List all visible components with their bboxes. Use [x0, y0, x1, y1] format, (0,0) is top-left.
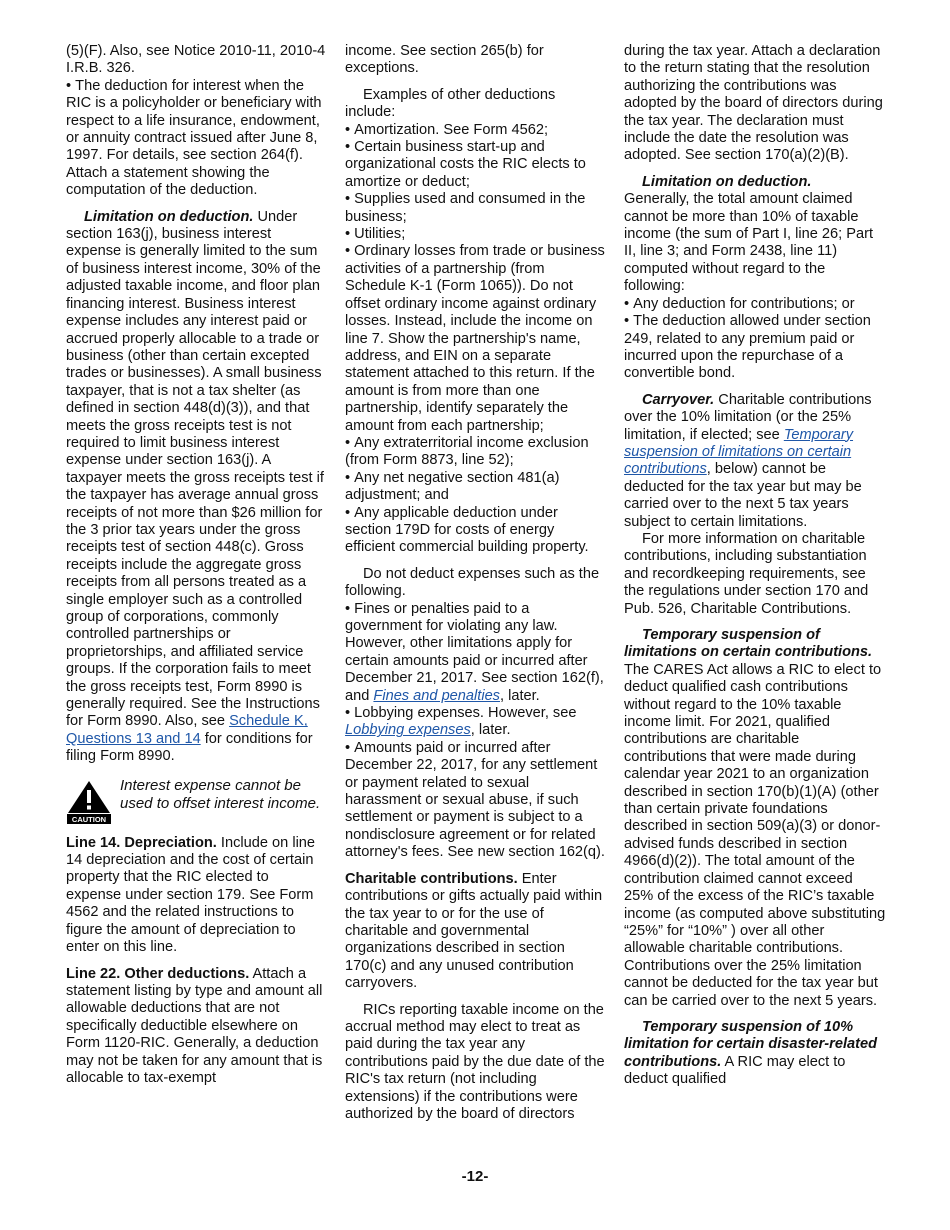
bullet-item: • Utilities; [345, 226, 607, 243]
bullet-item: • Any applicable deduction under section 179D for costs of energy efficient commercial building property. [345, 505, 607, 557]
text: Enter contributions or gifts actually paid within the tax year to or for the use of charitable and governmental organizations described in section 170(c) and any unused contribution carryovers. [345, 870, 603, 992]
text: A RIC may elect to deduct qualified [624, 1053, 846, 1088]
text: Lobbying expenses. However, see [354, 705, 577, 722]
bullet-item [345, 705, 607, 740]
paragraph [66, 966, 328, 1088]
heading-line-14: Line 14. Depreciation. [66, 834, 217, 851]
paragraph [66, 835, 328, 957]
bullet-item: • Any deduction for contributions; or [624, 296, 886, 313]
paragraph: during the tax year. Attach a declaration to the return stating that the resolution authorizing the contributions was adopted by the board of directors during the tax year. The declaration must include the date the resolution was adopted. See section 170(a)(2)(B). [624, 43, 883, 164]
bullet-item: • The deduction allowed under section 249, related to any premium paid or incurred upon the repurchase of a convertible bond. [624, 313, 886, 383]
heading-charitable-contributions: Charitable contributions. [345, 870, 518, 887]
bullet-item: • Amortization. See Form 4562; [345, 122, 607, 139]
column-1 [66, 43, 328, 1087]
paragraph: For more information on charitable contributions, including substantiation and recordkeeping requirements, see the regulations under section 170 and Pub. 526, Charitable Contributions. [624, 530, 869, 617]
heading-temporary-suspension-10: Temporary suspension of 10% limitation for certain disaster-related contributions. [624, 1018, 878, 1070]
text: , below) cannot be deducted for the tax year but may be carried over to the next 5 tax years subject to certain limitations. [624, 461, 862, 530]
heading-line-22: Line 22. Other deductions. [66, 965, 250, 982]
paragraph [624, 1019, 886, 1089]
bullet-item: • The deduction for interest when the RIC is a policyholder or beneficiary with respect to a life insurance, endowment, or annuity contract issued after June 8, 1997. For details, see section 264(f). Attach a statement showing the computation of the deduction. [66, 78, 328, 200]
heading-temporary-suspension: Temporary suspension of limitations on certain contributions. [624, 627, 873, 661]
bullet-item [345, 601, 607, 705]
text: Under section 163(j), business interest expense is generally limited to the sum of business interest income, 30% of the adjusted taxable income, and floor plan financing interest. Business interest expense includes any interest paid or accrued properly allocable to a trade or business (other than certain excepted trades or businesses). A small business taxpayer, that is not a tax shelter (as defined in section 448(d)(3)), and that meets the gross receipts test is not required to limit business interest expense under section 163(j). A taxpayer meets the gross receipts test if the taxpayer has average annual gross receipts of not more than $26 million for the 3 prior tax years under the gross receipts test of section 448(c). Gross receipts include the aggregate gross receipts from all persons treated as a single employer such as a controlled group of corporations, commonly controlled partnerships or proprietorships, and affiliated service groups. If the corporation fails to meet the gross receipts test, Form 8990 is generally required. See the Instructions for Form 8990. Also, see [66, 208, 324, 730]
paragraph: RICs reporting taxable income on the accrual method may elect to treat as paid during the tax year any contributions paid by the due date of the RIC's tax return (not including extensions) if the contributions were authorized by the board of directors [345, 1001, 605, 1122]
text: Include on line 14 depreciation and the cost of certain property that the RIC elected to expense under section 179. See Form 4562 and the related instructions to figure the amount of depreciation to enter on this line. [66, 834, 316, 956]
text: The CARES Act allows a RIC to elect to deduct qualified cash contributions without regard to the 10% taxable income limit. For 2021, qualified contributions are charitable contributions that were made during calendar year 2021 to an organization described in section 170(b)(1)(A) (other than certain private foundations described in section 509(a)(3) or donor-advised funds described in section 4966(d)(2)). The total amount of the contribution claimed cannot exceed 25% of the excess of the RIC’s taxable income (as computed above substituting “25%” for “10%” ) over all other allowable charitable contributions. Contributions over the 25% limitation cannot be deducted for the tax year but can be carried over to the next 5 years. [624, 661, 886, 1009]
caution-label: CAUTION [71, 814, 107, 824]
paragraph [624, 627, 886, 1010]
schedule-k-link[interactable]: Schedule K, Questions 13 and 14 [66, 713, 308, 747]
paragraph [345, 871, 607, 993]
bullet-item: • Ordinary losses from trade or business activities of a partnership (from Schedule K-1 (Form 1065)). Do not offset ordinary income against ordinary losses. Instead, include the income on line 7. Show the partnership's name, address, and EIN on a separate statement attached to this return. If the amount is from more than one partnership, identify separately the amount from each partnership; [345, 243, 607, 434]
caution-box [66, 777, 328, 825]
column-3 [624, 43, 886, 1089]
paragraph [66, 209, 328, 766]
text: Fines or penalties paid to a government for violating any law. However, other limitations apply for certain amounts paid or incurred after December 21, 2017. See section 162(f), and [345, 600, 604, 704]
column-2 [345, 43, 607, 1123]
bullet-item: • Certain business start-up and organizational costs the RIC elects to amortize or deduct; [345, 139, 607, 191]
caution-text: Interest expense cannot be used to offset interest income. [120, 776, 321, 812]
text: for conditions for filing Form 8990. [66, 730, 313, 765]
paragraph: income. See section 265(b) for exceptions. [345, 43, 544, 77]
page-number: -12- [461, 1168, 489, 1185]
caution-icon [66, 779, 112, 825]
paragraph: Examples of other deductions include: [345, 86, 556, 121]
bullet-item: • Amounts paid or incurred after December 22, 2017, for any settlement or payment related to sexual harassment or sexual abuse, if such settlement or payment is subject to a nondisclosure agreement or for related attorney's fees. See new section 162(q). [345, 740, 607, 862]
paragraph: (5)(F). Also, see Notice 2010-11, 2010-4 I.R.B. 326. [66, 43, 326, 77]
text: Charitable contributions over the 10% limitation (or the 25% limitation, if elected; see [624, 391, 872, 443]
heading-limitation-on-deduction: Limitation on deduction. [84, 208, 254, 225]
text: , later. [470, 722, 511, 739]
fines-and-penalties-link[interactable]: Fines and penalties [373, 687, 500, 704]
paragraph: Generally, the total amount claimed cannot be more than 10% of taxable income (the sum of Part I, line 26; Part II, line 3; and Form 2438, line 11) computed without regard to the following: [624, 191, 874, 295]
paragraph: Do not deduct expenses such as the following. [345, 565, 600, 600]
lobbying-expenses-link[interactable]: Lobbying expenses [345, 722, 471, 739]
bullet-item: • Supplies used and consumed in the business; [345, 191, 607, 226]
paragraph [624, 392, 886, 531]
text: Attach a statement listing by type and amount all allowable deductions that are not specifically deductible elsewhere on Form 1120-RIC. Generally, a deduction may not be taken for any amount that is allocable to tax-exempt [66, 965, 323, 1086]
bullet-item: • Any net negative section 481(a) adjustment; and [345, 470, 607, 505]
heading-carryover: Carryover. [642, 391, 715, 408]
temporary-suspension-link[interactable]: Temporary suspension of limitations on certain contributions [624, 426, 854, 478]
heading-limitation-on-deduction-2 [624, 174, 886, 191]
heading-text: Limitation on deduction. [642, 173, 812, 190]
text: , later. [499, 687, 540, 704]
bullet-item: • Any extraterritorial income exclusion (from Form 8873, line 52); [345, 435, 607, 470]
